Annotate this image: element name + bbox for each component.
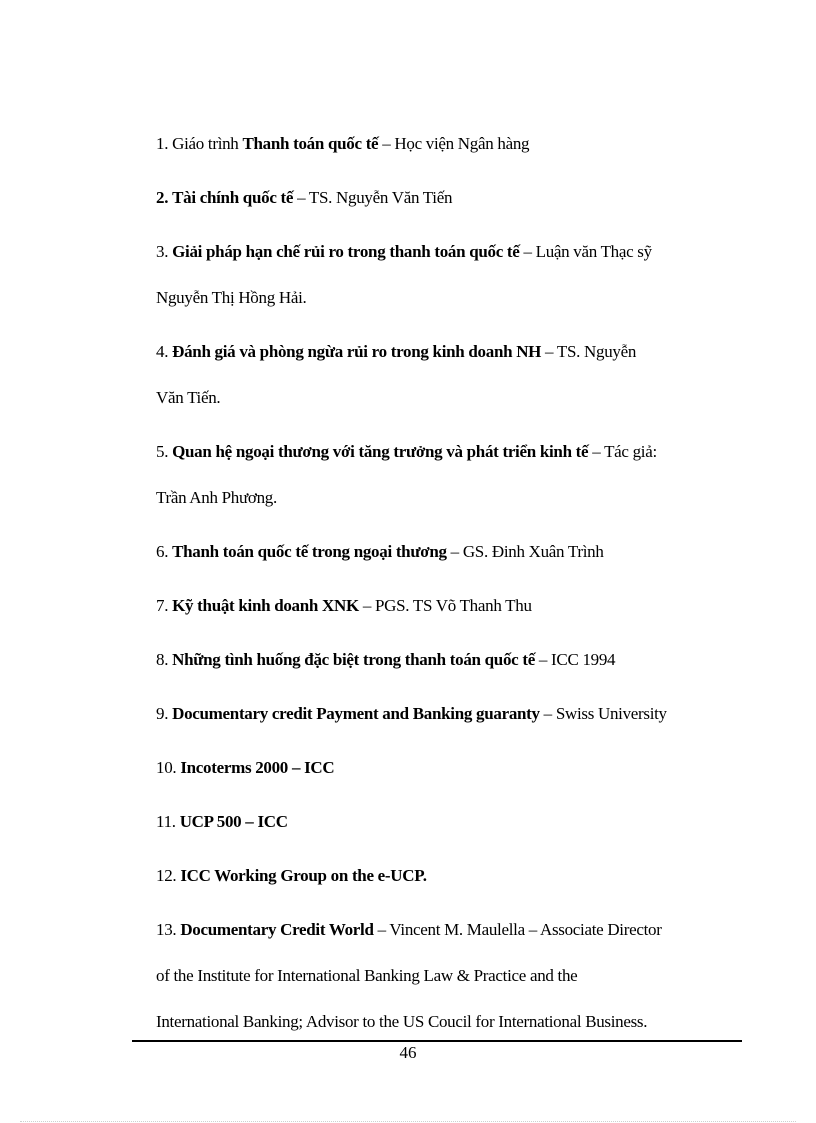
reference-title: Tài chính quốc tế	[172, 188, 294, 207]
reference-item-1	[156, 132, 746, 156]
reference-author: – Học viện Ngân hàng	[378, 134, 530, 153]
reference-prefix: Giáo trình	[172, 134, 243, 153]
reference-item-4	[156, 340, 746, 410]
reference-title: Incoterms 2000 – ICC	[180, 758, 335, 777]
reference-item-12	[156, 864, 746, 888]
reference-title: Kỹ thuật kinh doanh XNK	[172, 596, 359, 615]
reference-title: Đánh giá và phòng ngừa rủi ro trong kinh doanh NH	[172, 342, 542, 361]
reference-item-9	[156, 702, 746, 726]
reference-number: 7.	[156, 596, 169, 615]
reference-title: Giải pháp hạn chế rủi ro trong thanh toán quốc tế	[172, 242, 520, 261]
reference-number: 10.	[156, 758, 177, 777]
reference-author: – GS. Đinh Xuân Trình	[446, 542, 604, 561]
reference-author: – TS. Nguyễn Văn Tiến	[293, 188, 453, 207]
reference-item-11	[156, 810, 746, 834]
reference-number: 1.	[156, 134, 169, 153]
reference-title: Những tình huống đặc biệt trong thanh toán quốc tế	[172, 650, 535, 669]
reference-item-7	[156, 594, 746, 618]
reference-continuation: International Banking; Advisor to the US Coucil for International Business.	[156, 1012, 648, 1031]
page-bottom-edge	[20, 1121, 796, 1122]
reference-item-3	[156, 240, 746, 310]
reference-continuation: of the Institute for International Banking Law & Practice and the	[156, 966, 578, 985]
reference-continuation: Trần Anh Phương.	[156, 488, 277, 507]
reference-item-5	[156, 440, 746, 510]
reference-author: – Luận văn Thạc sỹ	[519, 242, 652, 261]
reference-item-6	[156, 540, 746, 564]
reference-number: 9.	[156, 704, 169, 723]
reference-title: Documentary credit Payment and Banking guaranty	[172, 704, 540, 723]
reference-title: ICC Working Group on the e-UCP.	[180, 866, 427, 885]
reference-list	[156, 132, 746, 1064]
reference-item-8	[156, 648, 746, 672]
reference-author: – Swiss University	[539, 704, 667, 723]
reference-number: 5.	[156, 442, 169, 461]
reference-title: Thanh toán quốc tế trong ngoại thương	[172, 542, 447, 561]
reference-author: – PGS. TS Võ Thanh Thu	[358, 596, 532, 615]
reference-item-10	[156, 756, 746, 780]
reference-continuation: Văn Tiến.	[156, 388, 221, 407]
reference-number: 8.	[156, 650, 169, 669]
reference-author: – TS. Nguyễn	[541, 342, 637, 361]
reference-number: 4.	[156, 342, 169, 361]
reference-author: – ICC 1994	[534, 650, 616, 669]
reference-title: Quan hệ ngoại thương với tăng trưởng và phát triển kinh tế	[172, 442, 589, 461]
reference-author: – Vincent M. Maulella – Associate Director	[373, 920, 662, 939]
reference-item-13	[156, 918, 746, 1034]
reference-number: 13.	[156, 920, 177, 939]
reference-number: 2.	[156, 188, 169, 207]
reference-title: UCP 500 – ICC	[179, 812, 288, 831]
page-number: 46	[399, 1043, 417, 1062]
reference-author: – Tác giả:	[588, 442, 657, 461]
reference-number: 6.	[156, 542, 169, 561]
reference-title: Thanh toán quốc tế	[242, 134, 379, 153]
reference-item-2	[156, 186, 746, 210]
reference-number: 3.	[156, 242, 169, 261]
reference-number: 11.	[156, 812, 176, 831]
reference-title: Documentary Credit World	[180, 920, 374, 939]
reference-continuation: Nguyễn Thị Hồng Hải.	[156, 288, 307, 307]
reference-number: 12.	[156, 866, 177, 885]
